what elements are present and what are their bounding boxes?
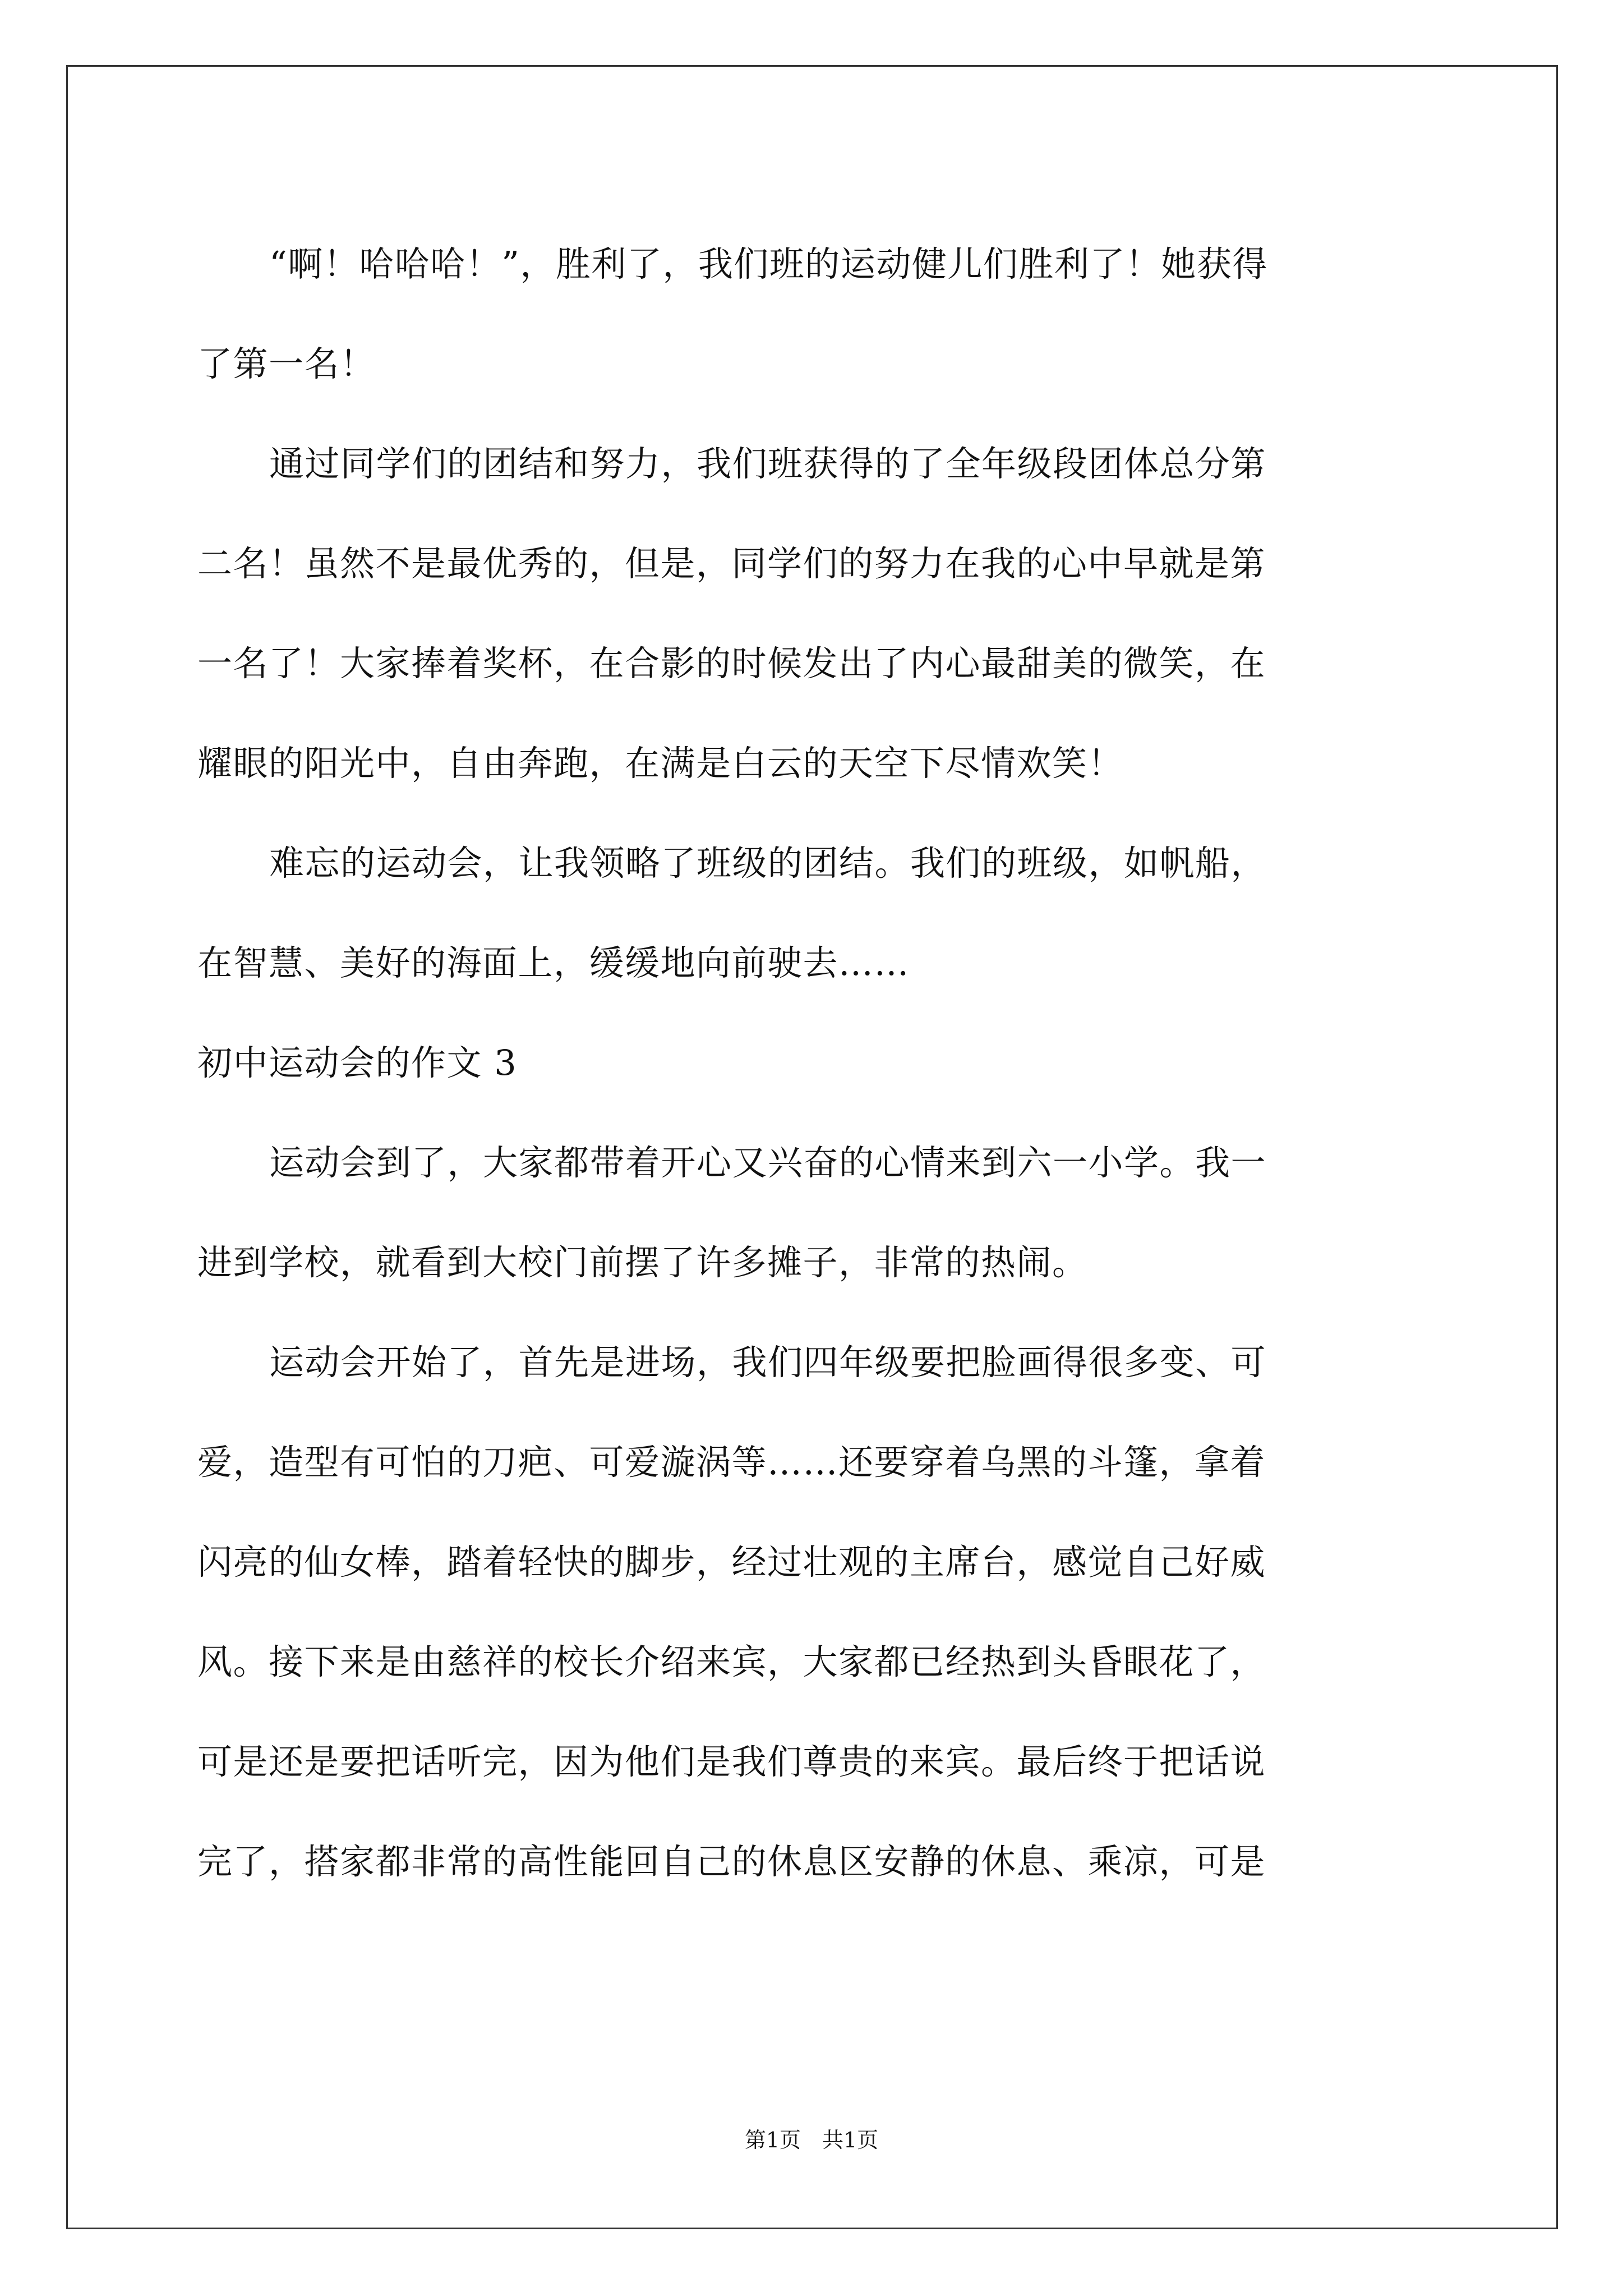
paragraph-line: 爱，造型有可怕的刀疤、可爱漩涡等……还要穿着乌黑的斗篷，拿着 xyxy=(197,1442,1266,1483)
paragraph-line: 风。接下来是由慈祥的校长介绍来宾，大家都已经热到头昏眼花了， xyxy=(197,1641,1266,1682)
paragraph-line: 难忘的运动会，让我领略了班级的团结。我们的班级，如帆船， xyxy=(269,843,1267,884)
paragraph-line: 了第一名！ xyxy=(197,343,376,384)
paragraph-line: 进到学校，就看到大校门前摆了许多摊子，非常的热闹。 xyxy=(197,1242,1088,1283)
paragraph-line: 运动会到了，大家都带着开心又兴奋的心情来到六一小学。我一 xyxy=(269,1142,1267,1183)
paragraph-line: 二名！虽然不是最优秀的，但是，同学们的努力在我的心中早就是第 xyxy=(197,543,1266,584)
page-footer: 第1页 共1页 xyxy=(744,2128,879,2152)
paragraph-line: “啊！哈哈哈！”，胜利了，我们班的运动健儿们胜利了！她获得 xyxy=(269,243,1268,284)
paragraph-line: 一名了！大家捧着奖杯，在合影的时候发出了内心最甜美的微笑，在 xyxy=(197,643,1266,684)
paragraph-line: 在智慧、美好的海面上，缓缓地向前驶去…… xyxy=(197,942,910,983)
paragraph-line: 运动会开始了，首先是进场，我们四年级要把脸画得很多变、可 xyxy=(269,1342,1267,1383)
document-body xyxy=(197,214,1431,1912)
paragraph-line: 可是还是要把话听完，因为他们是我们尊贵的来宾。最后终于把话说 xyxy=(197,1741,1266,1782)
paragraph-line: 完了，搭家都非常的高性能回自己的休息区安静的休息、乘凉，可是 xyxy=(197,1841,1266,1882)
paragraph-line: 耀眼的阳光中，自由奔跑，在满是白云的天空下尽情欢笑！ xyxy=(197,743,1124,784)
paragraph-line: 闪亮的仙女棒，踏着轻快的脚步，经过壮观的主席台，感觉自己好威 xyxy=(197,1542,1266,1582)
paragraph-line: 通过同学们的团结和努力，我们班获得的了全年级段团体总分第 xyxy=(269,443,1267,484)
section-heading: 初中运动会的作文 3 xyxy=(197,1042,518,1083)
